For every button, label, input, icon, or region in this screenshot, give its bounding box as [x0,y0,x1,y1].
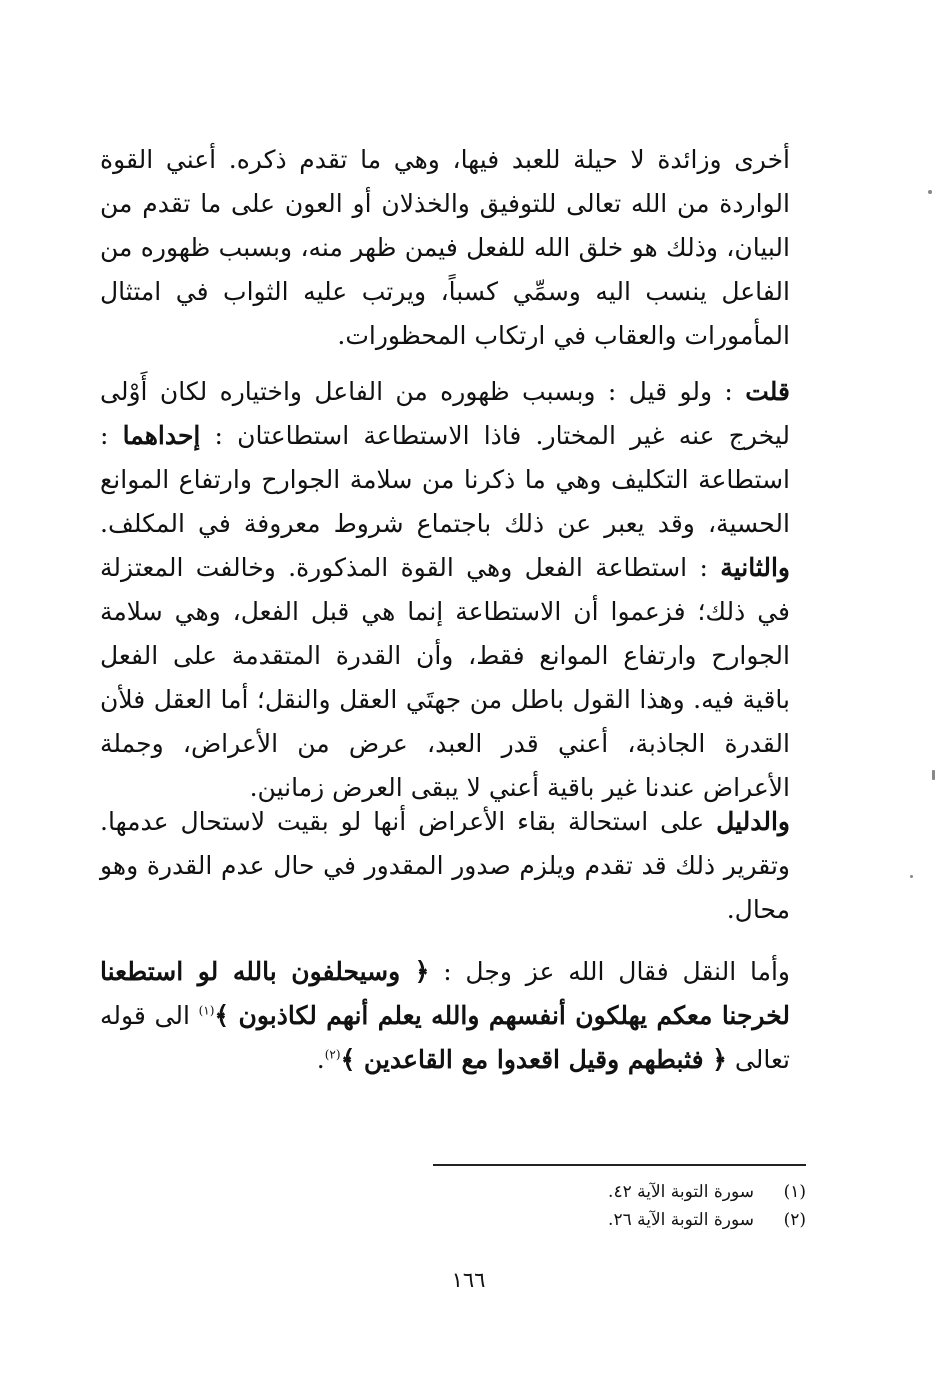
paragraph-4-lead: وأما النقل فقال الله عز وجل : [429,957,790,986]
lead-word-qult: قلت [745,377,790,406]
page-number: ١٦٦ [451,1268,486,1292]
paragraph-4-mid: الى قوله تعالى [100,1001,790,1074]
footnote-1-number: (١) [783,1182,806,1202]
term-althaniya: والثانية [720,553,790,582]
paragraph-3-rest: على استحالة بقاء الأعراض أنها لو بقيت لاستحال عدمها. وتقرير ذلك قد تقدم ويلزم صدور المقدور في حال عدم القدرة وهو محال. [100,807,790,924]
paragraph-2 [100,370,790,810]
footnote-ref-2[interactable]: (٢) [324,1047,341,1062]
scan-speck [928,190,932,194]
scan-speck [910,875,913,878]
paragraph-3-body [100,800,790,932]
paragraph-1 [100,138,790,358]
paragraph-3 [100,800,790,932]
footnotes [433,1178,806,1234]
term-ihdahuma: إحداهما [122,421,201,450]
footnote-2 [433,1206,806,1234]
paragraph-4 [100,950,790,1082]
paragraph-2-part2: : استطاعة التكليف وهي ما ذكرنا من سلامة الجوارح وارتفاع الموانع الحسية، وقد يعبر عن ذلك باجتماع شروط معروفة في المكلف. [100,421,790,538]
footnote-1-text: سورة التوبة الآية ٤٢. [608,1182,754,1202]
paragraph-2-part1: : ولو قيل : وبسبب ظهوره من الفاعل واختياره لكان أَوْلى ليخرج عنه غير المختار. فاذا الاستطاعة استطاعتان : [100,377,790,450]
footnote-ref-1[interactable]: (١) [198,1003,215,1018]
paragraph-1-text: أخرى وزائدة لا حيلة للعبد فيها، وهي ما تقدم ذكره. أعني القوة الواردة من الله تعالى للتوفيق والخذلان أو العون على ما تقدم من البيان، وذلك هو خلق الله للفعل فيمن ظهر منه، وبسبب ظهوره من الفاعل ينسب اليه وسمِّي كسباً، ويرتب عليه الثواب في امتثال المأمورات والعقاب في ارتكاب المحظورات. [100,145,790,350]
quran-verse-2: ﴿ فثبطهم وقيل اقعدوا مع القاعدين ﴾ [340,1045,727,1074]
scan-speck [932,770,935,780]
paragraph-2-part3: : استطاعة الفعل وهي القوة المذكورة. وخالفت المعتزلة في ذلك؛ فزعموا أن الاستطاعة إنما هي قبل الفعل، وهي سلامة الجوارح وارتفاع الموانع فقط، وأن القدرة المتقدمة على الفعل باقية فيه. وهذا القول باطل من جهتَي العقل والنقل؛ أما العقل فلأن القدرة الجاذبة، أعني قدر العبد، عرض من الأعراض، وجملة الأعراض عندنا غير باقية أعني لا يبقى العرض زمانين. [100,553,790,802]
paragraph-2-body [100,370,790,810]
footnote-1 [433,1178,806,1206]
footnote-divider [433,1164,806,1166]
footnote-2-text: سورة التوبة الآية ٢٦. [608,1210,754,1230]
paragraph-4-end: . [316,1045,325,1074]
lead-word-aldalil: والدليل [716,807,790,836]
paragraph-4-body [100,950,790,1082]
quran-verse-1: ﴿ وسيحلفون بالله لو استطعنا لخرجنا معكم يهلكون أنفسهم والله يعلم أنهم لكاذبون ﴾ [100,957,790,1030]
footnote-2-number: (٢) [783,1210,806,1230]
